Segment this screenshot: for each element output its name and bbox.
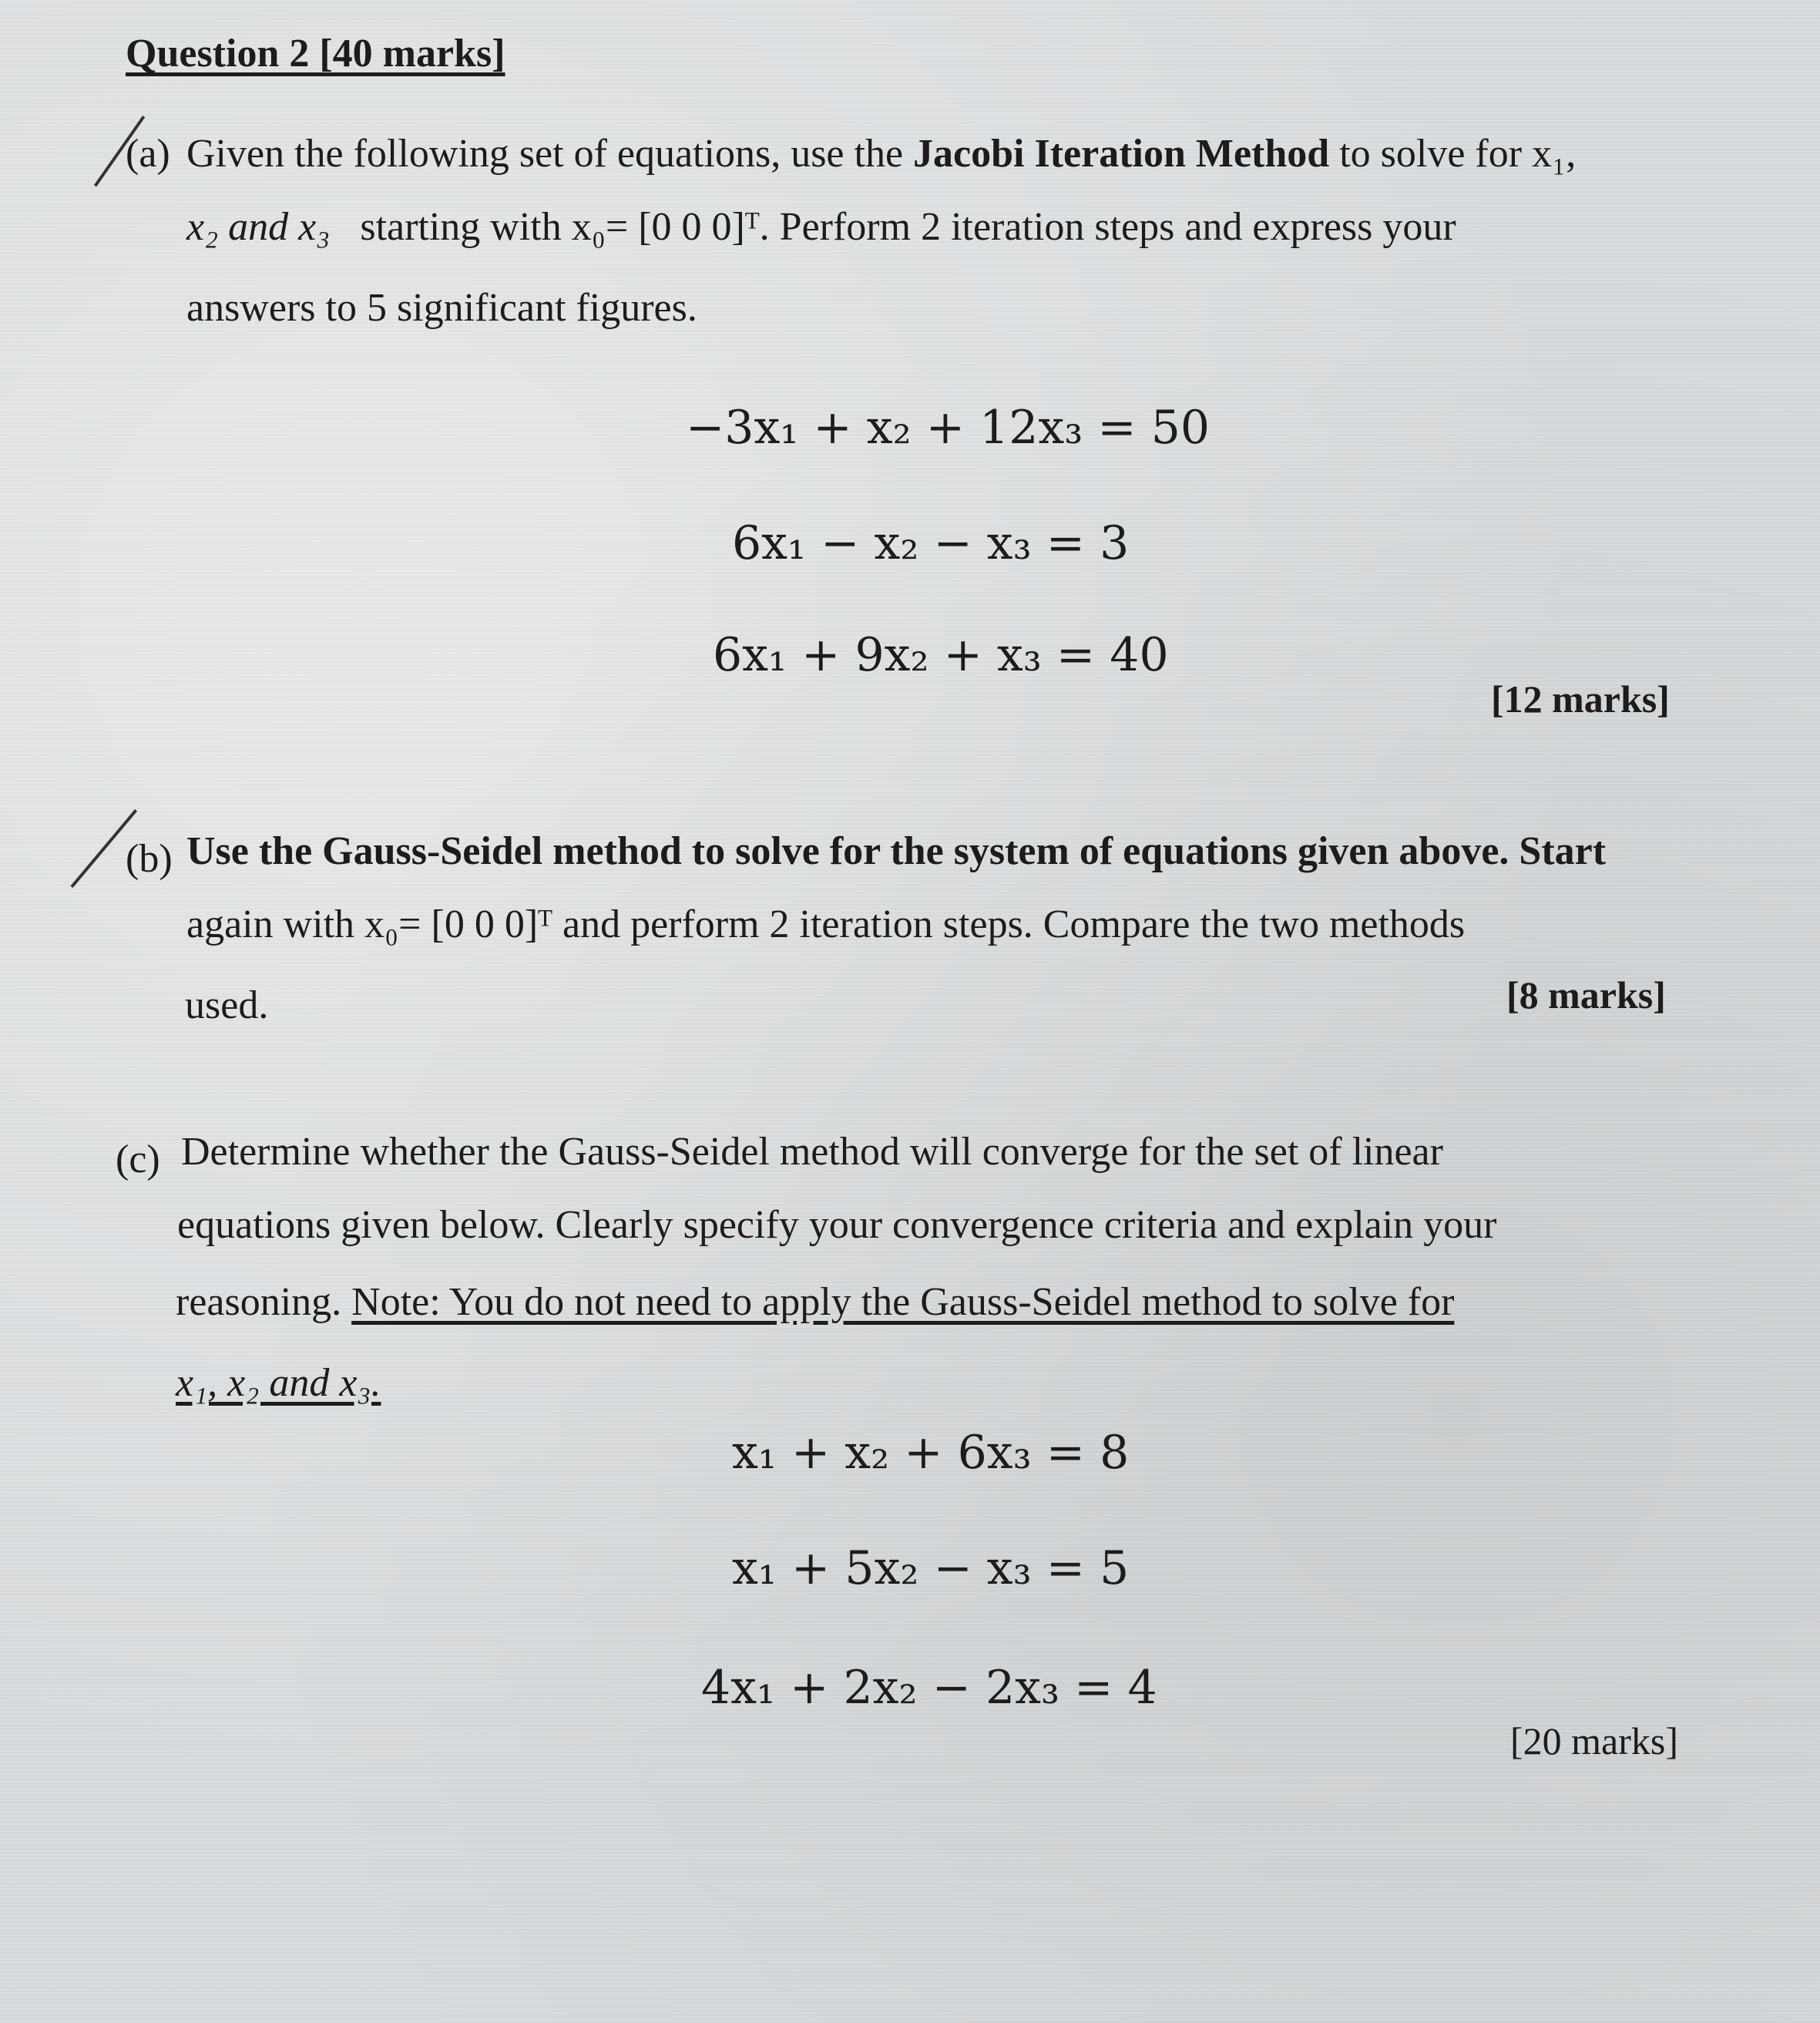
part-b-line1: Use the Gauss-Seidel method to solve for the system of equations given above. Start — [186, 829, 1607, 873]
part-c-equation-3: 4x₁ + 2x₂ − 2x₃ = 4 — [701, 1661, 1157, 1715]
part-a-line2-vars: x₂ and x₃ — [186, 205, 331, 249]
part-c-line1: Determine whether the Gauss-Seidel method will converge for the set of linear — [181, 1130, 1443, 1174]
part-a-label: (a) — [126, 132, 170, 176]
part-a-marks: [12 marks] — [1491, 677, 1670, 721]
part-a-line3: answers to 5 significant figures. — [186, 286, 697, 330]
part-a-line2 — [186, 204, 1456, 250]
part-a-method-name: Jacobi Iteration Method — [913, 132, 1330, 176]
part-c-line2: equations given below. Clearly specify your convergence criteria and explain your — [177, 1203, 1497, 1247]
part-b-line2: again with x₀= [0 0 0]ᵀ and perform 2 iteration steps. Compare the two methods — [186, 902, 1466, 946]
part-c-line4 — [176, 1360, 381, 1406]
part-c-equation-2: x₁ + 5x₂ − x₃ = 5 — [732, 1541, 1130, 1595]
part-a-equation-3: 6x₁ + 9x₂ + x₃ = 40 — [713, 628, 1169, 682]
part-b-label: (b) — [126, 837, 173, 881]
part-a-line1 — [186, 131, 1576, 176]
part-c-note: Note: You do not need to apply the Gauss-Seidel method to solve for — [351, 1280, 1455, 1324]
part-c-note-vars: x₁, x₂ and x₃. — [176, 1361, 381, 1405]
part-c-marks: [20 marks] — [1510, 1719, 1678, 1763]
part-c-equation-1: x₁ + x₂ + 6x₃ = 8 — [732, 1426, 1130, 1480]
part-c-line3-pre: reasoning. — [176, 1280, 352, 1324]
question-title: Question 2 [40 marks] — [126, 32, 505, 76]
part-c-label: (c) — [116, 1138, 160, 1181]
part-a-line2-rest: starting with x₀= [0 0 0]ᵀ. Perform 2 iteration steps and express your — [360, 205, 1456, 249]
part-a-equation-2: 6x₁ − x₂ − x₃ = 3 — [732, 516, 1130, 570]
part-b-marks: [8 marks] — [1506, 973, 1666, 1017]
part-a-equation-1: −3x₁ + x₂ + 12x₃ = 50 — [686, 401, 1211, 455]
part-c-line3 — [176, 1279, 1454, 1325]
part-a-line1-post: to solve for x₁, — [1329, 132, 1577, 176]
part-b-line3: used. — [185, 983, 269, 1027]
part-a-line1-pre: Given the following set of equations, use the — [186, 132, 914, 176]
